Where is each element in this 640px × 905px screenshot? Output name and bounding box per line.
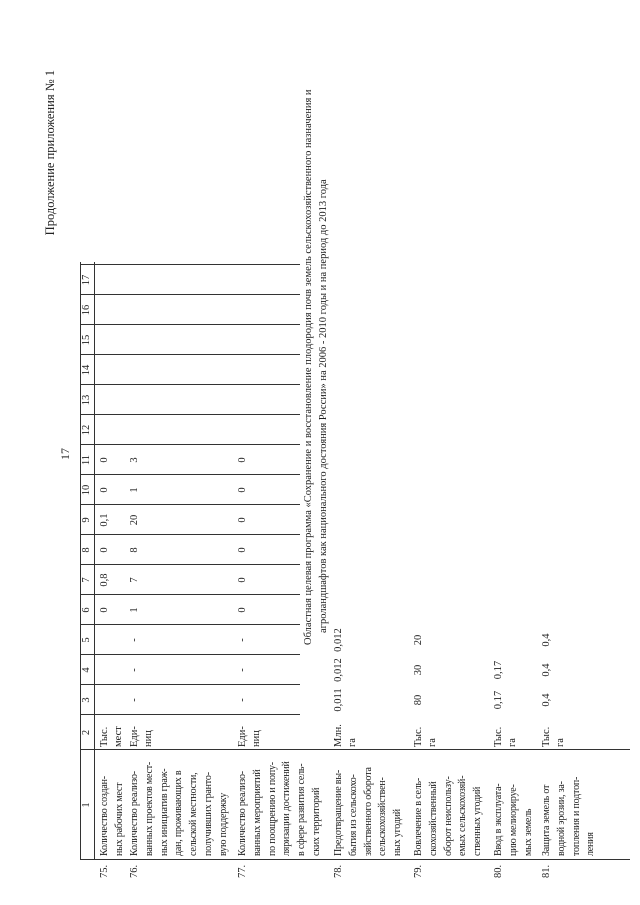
column-header: 1: [81, 802, 92, 808]
unit-line: га: [555, 738, 566, 747]
value-cell: 1: [129, 607, 140, 613]
value-cell: 0,012: [333, 628, 344, 652]
indicator-name-line: ственных угодий: [472, 786, 484, 856]
indicator-name-line: по поощрению и попу-: [266, 762, 278, 856]
column-header: 5: [81, 637, 92, 643]
indicator-name-line: водной эрозии, за-: [555, 781, 567, 856]
indicator-name-line: ных угодий: [392, 809, 404, 856]
table-rule: [94, 262, 95, 860]
value-cell: 80: [413, 694, 424, 706]
unit-line: ниц: [143, 730, 154, 747]
table-rule: [80, 564, 300, 565]
table-rule: [80, 384, 300, 385]
indicator-name-line: Количество реализо-: [237, 771, 248, 856]
unit-of-measure: [128, 726, 156, 747]
indicator-name-line: ных рабочих мест: [113, 782, 125, 856]
value-cell: 20: [413, 634, 424, 646]
indicator-name-line: ванных мероприятий: [251, 769, 263, 856]
indicator-name-line: ванных проектов мест-: [143, 761, 155, 856]
column-header: 13: [81, 394, 92, 406]
program-title: [302, 45, 331, 645]
indicator-name-line: цию мелиорируе-: [507, 784, 519, 856]
indicator-name-line: топления и подтоп-: [570, 776, 582, 856]
value-cell: 8: [129, 547, 140, 553]
indicator-name: [128, 752, 232, 856]
column-header: 8: [81, 547, 92, 553]
value-cell: 7: [129, 577, 140, 583]
column-header: 3: [81, 697, 92, 703]
indicator-name: [412, 752, 486, 856]
column-header: 6: [81, 607, 92, 613]
value-cell: -: [129, 638, 140, 642]
table-rule: [80, 504, 300, 505]
value-cell: 0: [237, 487, 248, 493]
unit-line: Млн.: [333, 724, 344, 747]
column-header: 9: [81, 517, 92, 523]
unit-of-measure: [236, 726, 264, 747]
indicator-name-line: в сфере развития сель-: [296, 763, 308, 856]
value-cell: 20: [129, 514, 140, 526]
value-cell: -: [129, 698, 140, 702]
value-cell: 0,012: [333, 658, 344, 682]
unit-line: Тыс.: [493, 726, 504, 747]
indicator-name-line: Количество создан-: [99, 776, 110, 856]
indicator-name-line: Предотвращение вы-: [333, 770, 344, 856]
table-rule: [80, 684, 300, 685]
unit-line: Тыс.: [413, 726, 424, 747]
table-rule: [80, 594, 300, 595]
table-rule: [80, 444, 300, 445]
page-number: 17: [58, 448, 72, 460]
indicator-name-line: мых земель: [522, 808, 534, 856]
row-number: 75.: [99, 864, 110, 878]
column-header: 2: [81, 729, 92, 736]
unit-of-measure: [540, 727, 568, 747]
value-cell: 0: [99, 547, 110, 553]
indicator-name-line: Вовлечение в сель-: [413, 777, 424, 856]
table-rule: [80, 534, 300, 535]
table-rule: [80, 654, 300, 655]
unit-line: Еди-: [129, 726, 140, 747]
table-rule: [80, 264, 300, 265]
indicator-name-line: оборот неиспользу-: [442, 776, 454, 856]
table-rule: [80, 859, 630, 860]
indicator-name-line: емых сельскохозяй-: [457, 775, 469, 856]
unit-line: га: [507, 738, 518, 747]
unit-line: Тыс.: [99, 726, 110, 747]
table-rule: [80, 714, 300, 715]
value-cell: -: [237, 698, 248, 702]
indicator-name-line: Количество реализо-: [129, 771, 140, 856]
indicator-name: [98, 752, 128, 856]
value-cell: 0,4: [541, 633, 552, 647]
indicator-name-line: ляризации достижений: [281, 761, 293, 856]
indicator-name-line: ления: [585, 832, 597, 856]
unit-line: ниц: [251, 730, 262, 747]
value-cell: 0,1: [99, 513, 110, 527]
value-cell: 0: [99, 457, 110, 463]
table-rule: [80, 749, 630, 750]
row-number: 78.: [333, 864, 344, 878]
column-header: 11: [81, 454, 92, 466]
value-cell: -: [129, 668, 140, 672]
indicator-name-line: сельскохозяйствен-: [377, 777, 389, 856]
value-cell: 0,17: [493, 660, 504, 680]
table-rule: [80, 354, 300, 355]
value-cell: 0: [237, 577, 248, 583]
row-number: 79.: [413, 864, 424, 878]
unit-line: га: [427, 738, 438, 747]
unit-line: Еди-: [237, 726, 248, 747]
value-cell: 0: [237, 457, 248, 463]
unit-line: мест: [113, 726, 124, 747]
column-header: 16: [81, 304, 92, 316]
program-title-line: Областная целевая программа «Сохранение и восстановление плодородия почв земель сельскохозяйственного назначения и: [303, 89, 314, 645]
indicator-name-line: ских территорий: [310, 787, 322, 856]
value-cell: 0,011: [333, 688, 344, 712]
unit-line: Тыс.: [541, 726, 552, 747]
row-number: 76.: [129, 864, 140, 878]
value-cell: 3: [129, 457, 140, 463]
unit-of-measure: [98, 726, 126, 747]
indicator-name: [236, 752, 325, 856]
value-cell: 0,17: [493, 690, 504, 710]
indicator-name-line: получивших грантo-: [202, 772, 214, 856]
value-cell: 0,8: [99, 573, 110, 587]
column-header: 7: [81, 577, 92, 583]
indicator-name: [332, 752, 406, 856]
column-header: 12: [81, 424, 92, 436]
indicator-name-line: сельской местности,: [188, 772, 200, 856]
column-header: 17: [81, 274, 92, 286]
value-cell: 0,4: [541, 663, 552, 677]
unit-of-measure: [492, 727, 520, 747]
continuation-label: Продолжение приложения № 1: [43, 70, 57, 236]
table-rule: [80, 624, 300, 625]
table-rule: [80, 294, 300, 295]
indicator-name-line: вую поддержку: [217, 792, 229, 856]
unit-of-measure: [412, 727, 440, 747]
value-cell: 0: [99, 487, 110, 493]
indicator-name: [492, 752, 536, 856]
row-number: 80.: [493, 864, 504, 878]
column-header: 14: [81, 364, 92, 376]
indicator-name-line: ных инициатив граж-: [158, 768, 170, 856]
value-cell: 0,4: [541, 693, 552, 707]
rotated-table-sheet: [40, 40, 640, 880]
indicator-name-line: зяйственного оборота: [362, 767, 374, 856]
program-title-line: агроландшафтов как национального достояния России» на 2006 - 2010 годы и на период до 2013 года: [317, 179, 329, 633]
value-cell: 0: [237, 607, 248, 613]
indicator-name-line: дан, проживающих в: [173, 770, 185, 856]
value-cell: 0: [237, 547, 248, 553]
table-rule: [80, 414, 300, 415]
value-cell: -: [237, 668, 248, 672]
unit-of-measure: [332, 724, 360, 747]
value-cell: -: [237, 638, 248, 642]
indicator-name-line: скохозяйственный: [427, 781, 439, 856]
table-rule: [80, 474, 300, 475]
table-rule: [80, 324, 300, 325]
value-cell: 30: [413, 664, 424, 676]
column-header: 4: [81, 667, 92, 673]
value-cell: 1: [129, 487, 140, 493]
unit-line: га: [347, 738, 358, 747]
column-header: 10: [81, 484, 92, 496]
indicator-name: [540, 752, 599, 856]
indicator-name-line: Защита земель от: [541, 784, 552, 856]
indicator-name-line: бытия из сельскохо-: [347, 774, 359, 856]
value-cell: 0: [237, 517, 248, 523]
column-header: 15: [81, 334, 92, 346]
value-cell: 0: [99, 607, 110, 613]
indicator-name-line: Ввод в эксплуата-: [493, 783, 504, 856]
row-number: 77.: [237, 864, 248, 878]
row-number: 81.: [541, 864, 552, 878]
